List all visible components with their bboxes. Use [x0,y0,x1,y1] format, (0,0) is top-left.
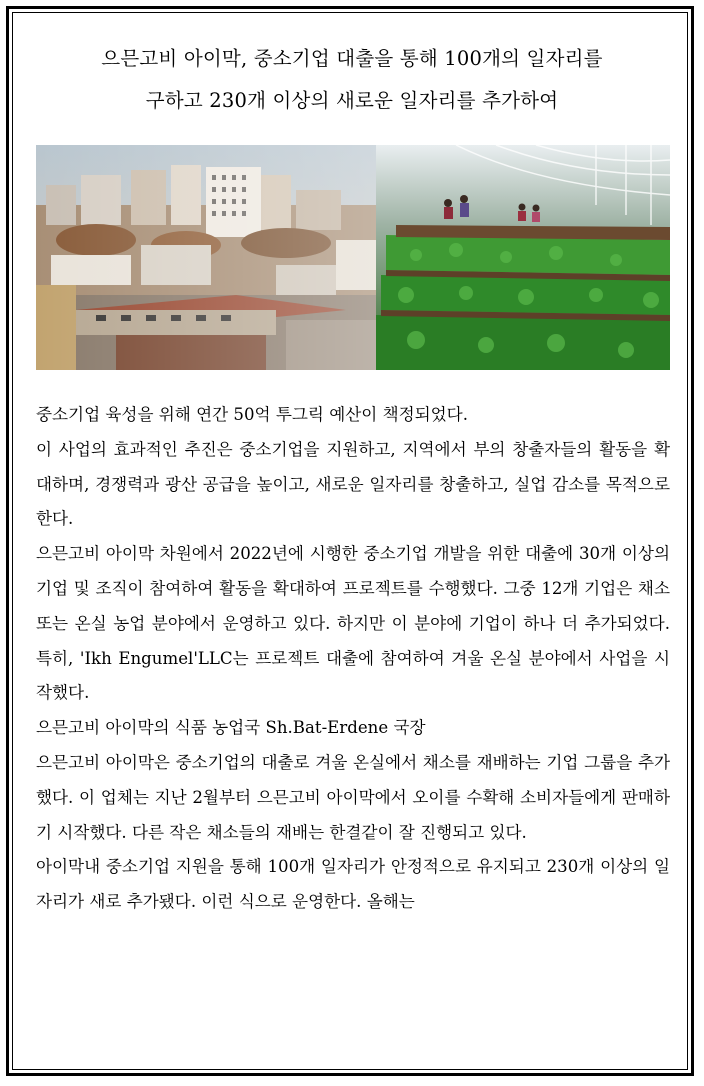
city-scene [36,145,396,370]
title-line-1: 으믄고비 아이막, 중소기업 대출을 통해 100개의 일자리를 [101,47,603,70]
article-title [20,38,684,122]
photo-collage [36,145,670,370]
photo-caption: 으믄고비 아이막의 식품 농업국 Sh.Bat-Erdene 국장 [36,718,426,738]
article-body [36,398,670,920]
article-photo [36,145,670,370]
paragraph-2: 이 사업의 효과적인 추진은 중소기업을 지원하고, 지역에서 부의 창출자들의 활동을 확대하며, 경쟁력과 광산 공급을 높이고, 새로운 일자리를 창출하고, 실업 감소를 목적으로 한다. [36,439,670,529]
title-line-2: 구하고 230개 이상의 새로운 일자리를 추가하여 [145,89,559,112]
paragraph-3: 으믄고비 아이막 차원에서 2022년에 시행한 중소기업 개발을 위한 대출에 30개 이상의 기업 및 조직이 참여하여 활동을 확대하여 프로젝트를 수행했다. 그중 12개 기업은 채소 또는 온실 농업 분야에서 운영하고 있다. 하지만 이 분야에 기업이 하나 더 추가되었다. 특히, 'Ikh Engumel'LLC는 프로젝트 대출에 참여하여 겨울 온실 분야에서 사업을 시작했다. [36,544,670,703]
paragraph-5: 아이막내 중소기업 지원을 통해 100개 일자리가 안정적으로 유지되고 230개 이상의 일자리가 새로 추가됐다. 이런 식으로 운영한다. 올해는 [36,857,670,912]
paragraph-1: 중소기업 육성을 위해 연간 50억 투그릭 예산이 책정되었다. [36,405,468,424]
greenhouse-scene [376,145,670,370]
paragraph-4: 으믄고비 아이막은 중소기업의 대출로 겨울 온실에서 채소를 재배하는 기업 그룹을 추가했다. 이 업체는 지난 2월부터 으믄고비 아이막에서 오이를 수확해 소비자들에게 판매하기 시작했다. 다른 작은 채소들의 재배는 한결같이 잘 진행되고 있다. [36,752,670,842]
